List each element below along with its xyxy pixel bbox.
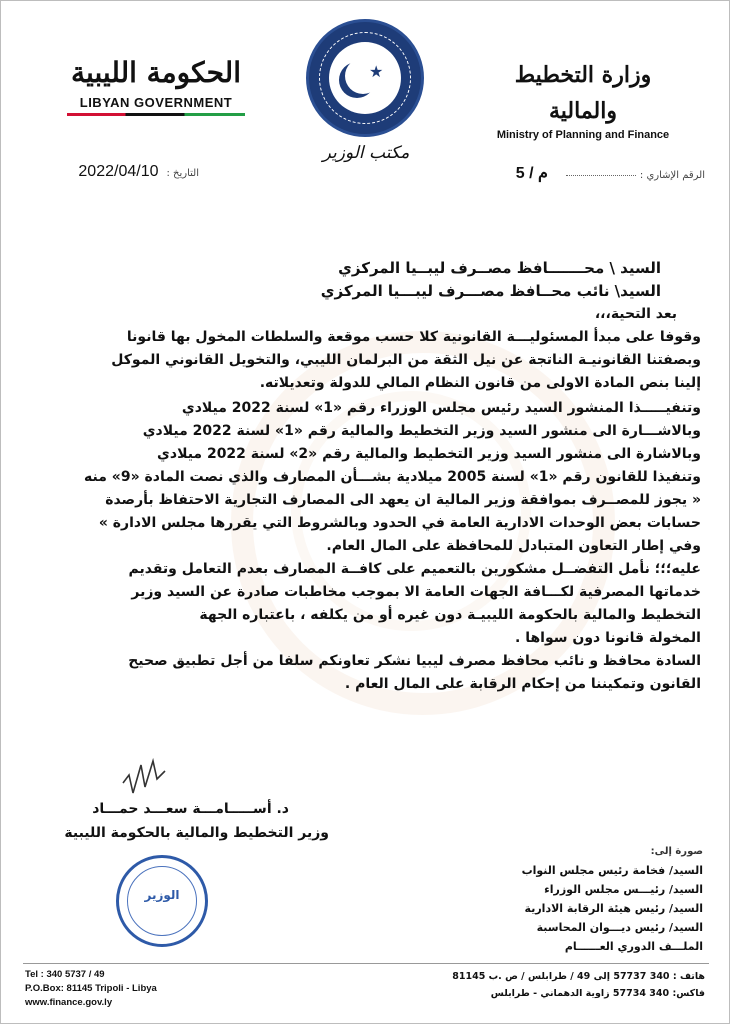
footer-tel: Tel : 340 5737 / 49	[25, 969, 105, 980]
date-label: التاريخ :	[166, 168, 199, 179]
copy-to-item: الملـــف الدوري العــــــام	[564, 940, 703, 953]
body-line: التخطيط والمالية بالحكومة الليبيـة دون غيره أو من يكلفه ، باعتباره الجهة	[199, 607, 701, 623]
footer-contact-arabic	[405, 968, 705, 1002]
copy-to-item: السيد/ رئيـــس مجلس الوزراء	[544, 883, 703, 896]
government-logo	[61, 53, 251, 116]
footer-pobox: P.O.Box: 81145 Tripoli - Libya	[25, 983, 157, 994]
greeting: بعد التحية،،،	[594, 306, 677, 322]
body-line: وفي إطار التعاون المتبادل للمحافظة على المال العام.	[326, 538, 701, 554]
addressee-2: السيد\ نائب محــافظ مصـــرف ليبـــيا المركزي	[320, 282, 661, 300]
body-line: السادة محافظ و نائب محافظ مصرف ليبيا نشكر تعاونكم سلفا من أجل تطبيق صحيح	[128, 653, 701, 669]
letter-body	[33, 257, 701, 696]
date-value: 2022/04/10	[78, 163, 159, 180]
ministry-name-english: Ministry of Planning and Finance	[496, 129, 670, 141]
copy-to-item: السيد/ فخامة رئيس مجلس النواب	[521, 864, 703, 877]
ministry-name-arabic: وزارة التخطيط والمالية	[514, 62, 652, 124]
body-line: « يجوز للمصــرف بموافقة وزير المالية ان يعهد الى المصارف التجارية الاحتفاظ بأرصدة	[105, 492, 701, 508]
body-line: وتنفيذا للقانون رقم «1» لسنة 2005 ميلادية بشـــأن المصارف والذي نصت المادة «9» منه	[84, 469, 701, 485]
body-line: خدماتها المصرفية لكـــافة الجهات العامة الا بموجب مخاطبات صادرة عن السيد وزير	[131, 584, 701, 600]
copy-to-item: السيد/ رئيس ديـــوان المحاسبة	[536, 921, 703, 934]
addressee-1: السيد \ محـــــــافظ مصــرف ليبــيا المركزي	[338, 259, 661, 277]
reference-value: م / 5	[515, 165, 548, 182]
office-title: مكتب الوزير	[322, 143, 410, 163]
body-line: وتنفيـــــذا المنشور السيد رئيس مجلس الوزراء رقم «1» لسنة 2022 ميلادي	[181, 400, 701, 416]
copy-to-item: السيد/ رئيس هيئة الرقابة الادارية	[524, 902, 703, 915]
footer-website: www.finance.gov.ly	[25, 997, 113, 1008]
government-name-arabic: الحكومة الليبية	[70, 56, 241, 89]
letter-date	[29, 163, 199, 181]
dotted-leader	[566, 175, 636, 176]
footer-phone: هاتف : 340 57737 إلى 49 / طرابلس / ص .ب 81145	[452, 971, 705, 982]
signature-block	[49, 797, 329, 845]
copy-to-label: صورة إلى:	[650, 846, 703, 857]
body-line: وبالاشـــارة الى منشور السيد وزير التخطيط والمالية رقم «1» لسنة 2022 ميلادي	[142, 423, 701, 439]
flag-stripe	[67, 113, 245, 116]
signature-scribble	[119, 753, 169, 799]
ministry-logo	[483, 57, 683, 141]
signatory-name: د. أســـــامـــة سعـــد حمـــاد	[92, 801, 289, 817]
body-line: إلينا بنص المادة الاولى من قانون النظام المالي للدولة وتعديلاته.	[259, 375, 701, 391]
body-line: وقوفا على مبدأ المسئوليـــة القانونية كلا حسب موقعة والسلطات المخول بها قانونا	[126, 329, 701, 345]
body-line: حسابات بعض الوحدات الادارية العامة في الحدود وبالشروط التي يقررها مجلس الادارة »	[98, 515, 701, 531]
copy-to-list	[503, 843, 703, 956]
body-line: وبصفتنا القانونيـة الناتجة عن نيل الثقة من البرلمان الليبي، والتخويل القانوني الموكل	[111, 352, 701, 368]
star-icon: ★	[369, 62, 384, 81]
body-line: عليه؛؛؛ نأمل التفضــل مشكورين بالتعميم على كافــة المصارف بعدم التعامل وتقديم	[128, 561, 701, 577]
signatory-title: وزير التخطيط والمالية بالحكومة الليبية	[64, 825, 329, 841]
footer-contact-english	[25, 968, 157, 1010]
ministry-seal	[306, 19, 424, 137]
stamp-text: الوزير	[144, 888, 180, 902]
footer-fax: فاكس: 340 57734 زاوية الدهماني - طرابلس	[490, 988, 705, 999]
footer-divider	[23, 963, 709, 964]
government-name-english: LIBYAN GOVERNMENT	[79, 95, 233, 110]
reference-number	[465, 163, 705, 183]
body-line: القانون وتمكيننا من إحكام الرقابة على المال العام .	[344, 676, 701, 692]
seal-center	[329, 42, 401, 114]
body-line: المخولة قانونا دون سواها .	[515, 630, 701, 646]
reference-label: الرقم الإشاري :	[639, 170, 705, 181]
body-line: وبالاشارة الى منشور السيد وزير التخطيط والمالية رقم «2» لسنة 2022 ميلادي	[157, 446, 701, 462]
official-stamp	[116, 855, 208, 947]
